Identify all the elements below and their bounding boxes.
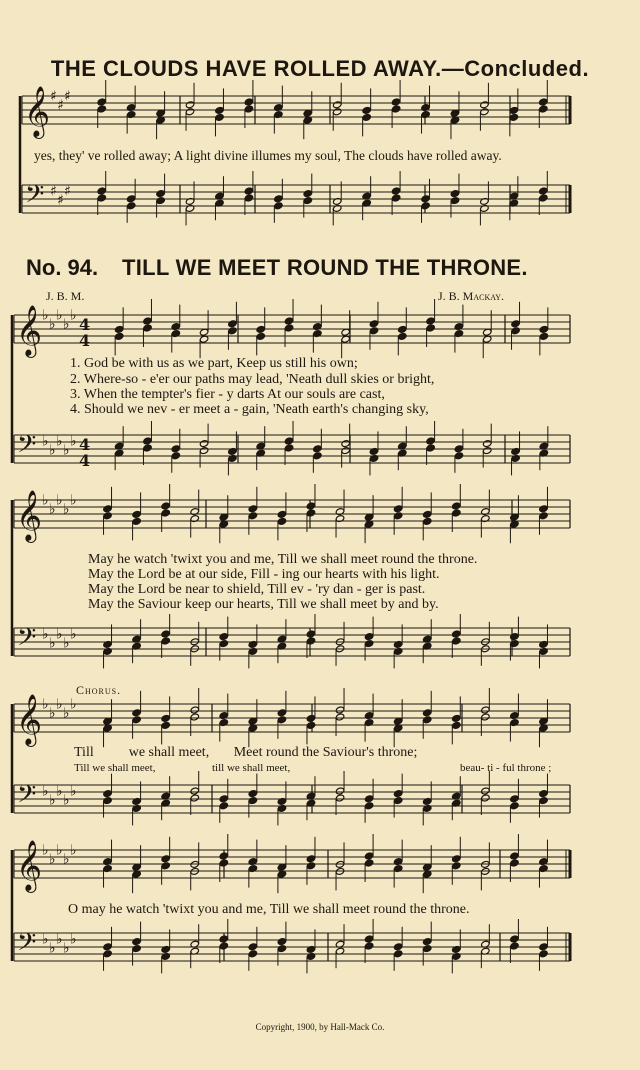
note-head [219,633,228,641]
note-head [97,194,106,202]
key-signature: ♭ [56,626,63,643]
note-head [256,332,265,340]
note-head [190,787,199,795]
note-head [103,512,112,520]
note-head [132,517,141,525]
key-signature: ♭ [42,931,49,948]
key-signature: ♭ [63,316,70,333]
note-head [510,795,519,803]
verse-line: 2. Where-so - e'er our paths may lead, 'Neath dull skies or bright, [70,372,435,387]
note-head [481,787,490,795]
note-head [510,859,519,867]
note-head [156,197,165,205]
note-head [306,630,315,638]
note-head [244,105,253,113]
note-head [306,714,315,722]
note-head [391,98,400,106]
note-head [335,794,344,802]
note-head [341,440,350,448]
key-signature: ♭ [42,492,49,509]
key-signature: ♯ [57,192,64,209]
note-head [161,855,170,863]
chorus-lyric: O may he watch 'twixt you and me, Till we shall meet round the throne. [68,902,470,917]
note-head [313,452,322,460]
note-head [143,444,152,452]
note-head [364,942,373,950]
note-head [306,509,315,517]
verse-line: May the Saviour keep our hearts, Till we shall meet by and by. [88,597,439,612]
note-head [423,517,432,525]
lyric-line: yes, they' ve rolled away; A light divine illumes my soul, The clouds have rolled away. [34,148,502,163]
key-signature: ♭ [70,842,77,859]
bass-clef-icon: 𝄢 [17,928,37,963]
note-head [306,855,315,863]
key-signature: ♭ [70,433,77,450]
note-head [364,795,373,803]
note-head [103,797,112,805]
key-signature: ♭ [63,705,70,722]
note-head [132,945,141,953]
key-signature: ♭ [49,851,56,868]
note-head [161,630,170,638]
note-head [452,714,461,722]
note-head [161,721,170,729]
note-head [277,709,286,717]
note-head [274,202,283,210]
note-head [161,714,170,722]
treble-clef-icon: 𝄞 [24,86,51,137]
note-head [114,325,123,333]
note-head [539,325,548,333]
note-head [132,938,141,946]
note-head [539,512,548,520]
key-signature: ♭ [56,842,63,859]
note-head [306,862,315,870]
key-signature: ♭ [70,626,77,643]
key-signature: ♭ [49,635,56,652]
note-head [244,98,253,106]
note-head [393,950,402,958]
note-head [539,505,548,513]
note-head [156,190,165,198]
key-signature: ♭ [42,842,49,859]
note-head [244,194,253,202]
note-head [421,195,430,203]
note-head [450,197,459,205]
note-head [481,706,490,714]
note-head [362,113,371,121]
key-signature: ♭ [70,931,77,948]
time-signature: 4 [79,331,91,350]
note-head [423,716,432,724]
note-head [132,510,141,518]
key-signature: ♭ [49,792,56,809]
note-head [483,440,492,448]
note-head [362,106,371,114]
treble-clef-icon: 𝄞 [16,490,43,541]
note-head [364,640,373,648]
note-head [219,935,228,943]
note-head [539,105,548,113]
note-head [391,105,400,113]
note-head [97,98,106,106]
note-head [480,108,489,116]
note-head [219,859,228,867]
note-head [199,440,208,448]
note-head [364,852,373,860]
key-signature: ♭ [42,626,49,643]
note-head [480,101,489,109]
key-signature: ♭ [63,635,70,652]
bass-clef-icon: 𝄢 [17,780,37,815]
note-head [510,942,519,950]
note-head [391,194,400,202]
note-head [277,945,286,953]
note-head [539,943,548,951]
note-head [539,194,548,202]
note-head [364,935,373,943]
note-head [341,447,350,455]
chorus-label: Chorus. [76,683,122,697]
note-head [284,444,293,452]
note-head [510,640,519,648]
key-signature: ♭ [70,696,77,713]
note-head [539,187,548,195]
note-head [215,106,224,114]
note-head [306,721,315,729]
verse-line: 4. Should we nev - er meet a - gain, 'Neath earth's changing sky, [70,402,429,417]
note-head [277,716,286,724]
chorus-echo: till we shall meet, [212,762,291,774]
key-signature: ♭ [70,783,77,800]
time-signature: 4 [79,435,91,454]
note-head [426,317,435,325]
note-head [391,187,400,195]
note-head [277,510,286,518]
note-head [185,101,194,109]
key-signature: ♭ [63,940,70,957]
note-head [398,332,407,340]
note-head [190,706,199,714]
note-head [539,797,548,805]
bass-clef-icon: 𝄢 [17,430,37,465]
note-head [393,505,402,513]
note-head [284,317,293,325]
note-head [185,108,194,116]
note-head [277,517,286,525]
page-title: THE CLOUDS HAVE ROLLED AWAY.—Concluded. [50,56,590,81]
note-head [215,113,224,121]
note-head [303,190,312,198]
note-head [483,447,492,455]
chorus-lyric: Till we shall meet, Meet round the Saviour's throne; [74,745,418,760]
note-head [161,502,170,510]
note-head [369,320,378,328]
note-head [114,332,123,340]
note-head [393,797,402,805]
note-head [306,502,315,510]
key-signature: ♭ [63,442,70,459]
verse-line: May the Lord be at our side, Fill - ing our hearts with his light. [88,567,440,582]
note-head [132,709,141,717]
note-head [393,512,402,520]
note-head [539,950,548,958]
note-head [248,512,257,520]
key-signature: ♯ [57,97,64,114]
note-head [143,437,152,445]
note-head [421,202,430,210]
verse-line: May the Lord be near to shield, Till ev - 'ry dan - ger is past. [88,582,426,597]
key-signature: ♭ [49,316,56,333]
note-head [539,332,548,340]
note-head [364,802,373,810]
key-signature: ♭ [49,442,56,459]
note-head [335,713,344,721]
note-head [510,802,519,810]
key-signature: ♭ [56,433,63,450]
note-head [97,105,106,113]
hymn-title: TILL WE MEET ROUND THE THRONE. [122,255,528,280]
note-head [452,855,461,863]
note-head [423,938,432,946]
note-head [426,444,435,452]
note-head [161,509,170,517]
note-head [126,202,135,210]
key-signature: ♭ [70,492,77,509]
key-signature: ♭ [56,492,63,509]
note-head [510,852,519,860]
key-signature: ♭ [42,783,49,800]
note-head [452,630,461,638]
hymn-number: No. 94. [26,255,99,280]
note-head [219,852,228,860]
key-signature: ♭ [56,696,63,713]
time-signature: 4 [79,315,91,334]
note-head [481,794,490,802]
note-head [454,445,463,453]
note-head [423,945,432,953]
note-head [161,637,170,645]
treble-clef-icon: 𝄞 [16,694,43,745]
key-signature: ♭ [56,307,63,324]
note-head [511,320,520,328]
note-head [228,327,237,335]
note-head [426,437,435,445]
note-head [539,790,548,798]
note-head [190,794,199,802]
note-head [277,938,286,946]
verse-line: 3. When the tempter's fier - y darts At our souls are cast, [70,387,385,402]
treble-clef-icon: 𝄞 [16,840,43,891]
note-head [103,790,112,798]
key-signature: ♭ [42,696,49,713]
note-head [97,187,106,195]
key-signature: ♭ [70,307,77,324]
note-head [103,505,112,513]
note-head [248,943,257,951]
note-head [511,327,520,335]
note-head [143,317,152,325]
key-signature: ♭ [49,705,56,722]
note-head [333,101,342,109]
note-head [452,509,461,517]
key-signature: ♯ [50,88,57,105]
key-signature: ♭ [42,433,49,450]
note-head [452,637,461,645]
note-head [219,942,228,950]
note-head [364,859,373,867]
note-head [539,98,548,106]
note-head [171,452,180,460]
note-head [335,706,344,714]
time-signature: 4 [79,451,91,470]
key-signature: ♯ [64,88,71,105]
note-head [161,862,170,870]
copyright-notice: Copyright, 1900, by Hall-Mack Co. [255,1022,385,1032]
note-head [303,197,312,205]
note-head [398,325,407,333]
note-head [369,327,378,335]
verse-line: 1. God be with us as we part, Keep us still his own; [70,356,358,371]
note-head [452,502,461,510]
bass-clef-icon: 𝄢 [17,623,37,658]
key-signature: ♭ [42,307,49,324]
note-head [244,187,253,195]
lyricist-credit: J. B. M. [46,289,85,303]
key-signature: ♭ [63,851,70,868]
note-head [423,709,432,717]
note-head [306,637,315,645]
note-head [335,787,344,795]
note-head [393,790,402,798]
note-head [103,950,112,958]
note-head [248,505,257,513]
note-head [248,950,257,958]
note-head [450,190,459,198]
note-head [333,108,342,116]
key-signature: ♯ [64,183,71,200]
key-signature: ♭ [49,940,56,957]
note-head [454,452,463,460]
note-head [481,713,490,721]
note-head [313,445,322,453]
key-signature: ♭ [49,501,56,518]
note-head [126,195,135,203]
note-head [219,802,228,810]
note-head [452,862,461,870]
key-signature: ♭ [56,931,63,948]
note-head [364,633,373,641]
note-head [103,943,112,951]
note-head [510,935,519,943]
note-head [274,195,283,203]
note-head [171,445,180,453]
note-head [426,324,435,332]
note-head [219,640,228,648]
note-head [248,790,257,798]
treble-clef-icon: 𝄞 [16,305,43,356]
note-head [393,943,402,951]
chorus-echo: beau- ti - ful throne ; [460,762,552,774]
note-head [219,795,228,803]
bass-clef-icon: 𝄢 [25,180,45,215]
key-signature: ♭ [56,783,63,800]
note-head [423,510,432,518]
note-head [228,320,237,328]
note-head [452,721,461,729]
note-head [143,324,152,332]
key-signature: ♯ [50,183,57,200]
note-head [248,797,257,805]
composer-credit: J. B. Mackay. [438,289,505,303]
note-head [190,713,199,721]
note-head [284,324,293,332]
chorus-echo: Till we shall meet, [74,762,156,774]
note-head [199,447,208,455]
note-head [132,716,141,724]
key-signature: ♭ [63,792,70,809]
note-head [510,633,519,641]
note-head [284,437,293,445]
key-signature: ♭ [63,501,70,518]
note-head [256,325,265,333]
verse-line: May he watch 'twixt you and me, Till we shall meet round the throne. [88,552,478,567]
